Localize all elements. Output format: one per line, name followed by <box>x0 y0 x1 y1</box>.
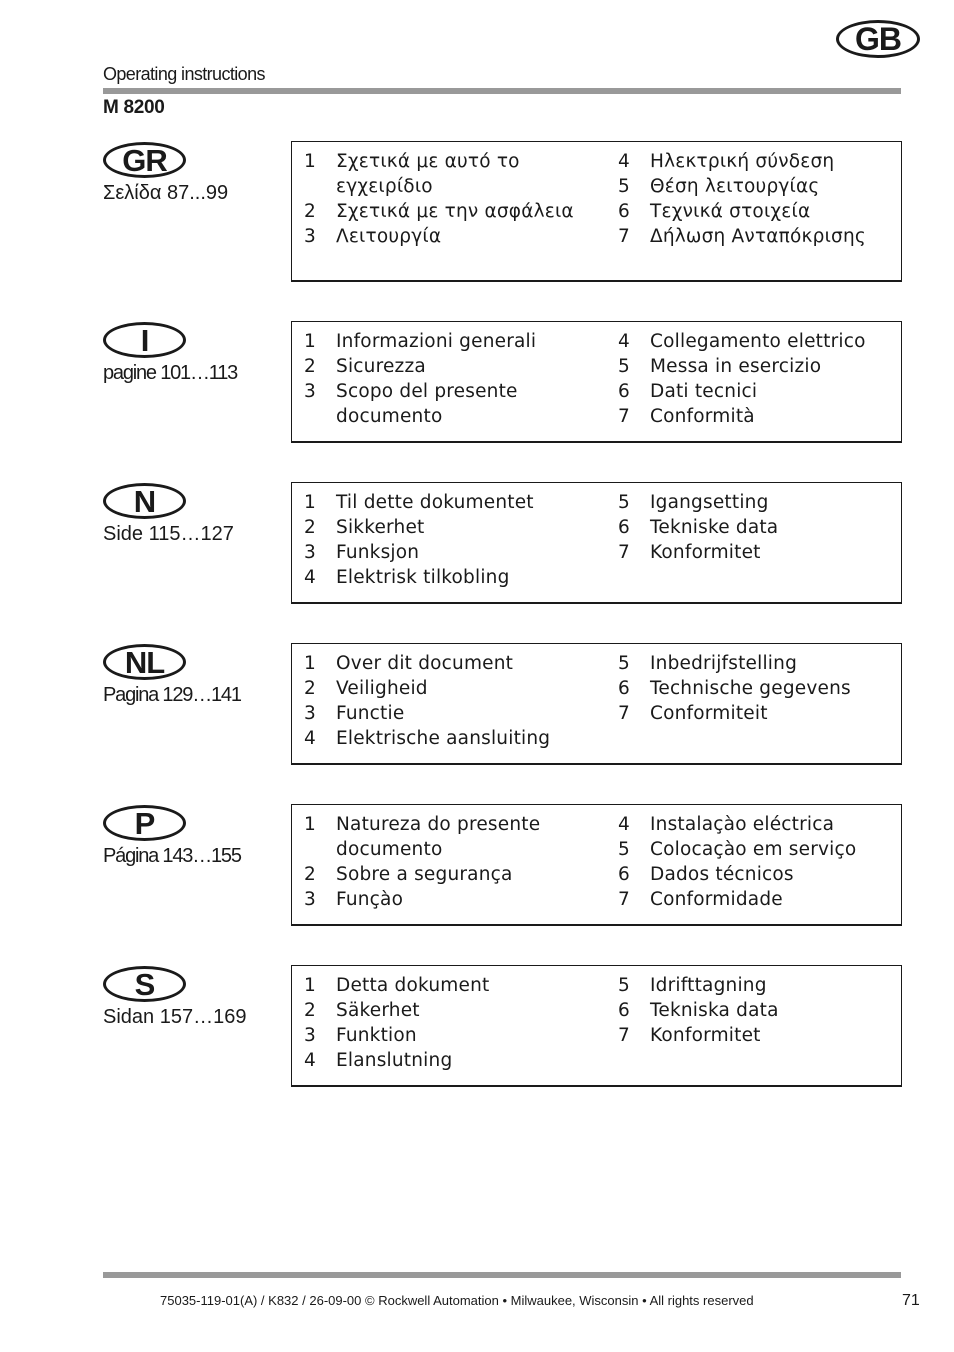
toc-box <box>291 965 902 1087</box>
toc-item: 7 Konformitet <box>618 1025 761 1046</box>
header-rule <box>103 88 901 94</box>
toc-column-right <box>618 329 898 429</box>
toc-column-left <box>304 490 604 590</box>
language-badge: N <box>103 483 186 519</box>
toc-item: 1 Informazioni generali <box>304 331 537 352</box>
toc-item: 6 Tekniske data <box>618 517 779 538</box>
toc-column-right <box>618 490 898 565</box>
toc-column-right <box>618 651 898 726</box>
toc-item: 6 Technische gegevens <box>618 678 851 699</box>
toc-column-left <box>304 651 604 751</box>
toc-item: 6 Dati tecnici <box>618 381 758 402</box>
footer-text: 75035-119-01(A) / K832 / 26-09-00 © Rockwell Automation • Milwaukee, Wisconsin • All rights reserved <box>160 1293 754 1308</box>
toc-item: 3 Functie <box>304 703 405 724</box>
toc-item: 4 Elektrische aansluiting <box>304 728 551 749</box>
toc-item: 4 Collegamento elettrico <box>618 331 866 352</box>
toc-item: 3 Funçào <box>304 889 404 910</box>
toc-item: 7 Konformitet <box>618 542 761 563</box>
toc-item: 7 Δήλωση Ανταπόκρισης <box>618 226 866 247</box>
toc-column-left <box>304 812 604 912</box>
toc-item: 1 Over dit document <box>304 653 514 674</box>
toc-item: 2 Sicurezza <box>304 356 426 377</box>
toc-item: 4 Elektrisk tilkobling <box>304 567 510 588</box>
page-range: Pagina 129…141 <box>103 684 241 706</box>
language-badge: GR <box>103 142 186 178</box>
toc-item: 1 Til dette dokumentet <box>304 492 534 513</box>
toc-item: 2 Veiligheid <box>304 678 428 699</box>
toc-item: 5 Igangsetting <box>618 492 769 513</box>
toc-box <box>291 482 902 604</box>
toc-item: 6 Tekniska data <box>618 1000 779 1021</box>
toc-item: 7 Conformità <box>618 406 755 427</box>
toc-item: 1 Natureza do presente documento <box>304 814 541 860</box>
toc-box <box>291 321 902 443</box>
toc-item: 4 Ηλεκτρική σύνδεση <box>618 151 835 172</box>
toc-item: 1 Σχετικά με αυτό το εγχειρίδιο <box>304 151 520 197</box>
toc-item: 3 Scopo del presente documento <box>304 381 518 427</box>
toc-item: 5 Colocaçào em serviço <box>618 839 857 860</box>
toc-column-right <box>618 973 898 1048</box>
toc-item: 2 Sobre a segurança <box>304 864 513 885</box>
toc-item: 6 Dados técnicos <box>618 864 794 885</box>
language-badge: P <box>103 805 186 841</box>
toc-item: 5 Idrifttagning <box>618 975 767 996</box>
toc-item: 3 Λειτουργία <box>304 226 442 247</box>
page-range: pagine 101…113 <box>103 362 238 384</box>
toc-item: 2 Σχετικά με την ασφάλεια <box>304 201 574 222</box>
toc-item: 4 Elanslutning <box>304 1050 453 1071</box>
toc-column-left <box>304 149 604 249</box>
toc-item: 5 Θέση λειτουργίας <box>618 176 820 197</box>
toc-column-right <box>618 812 898 912</box>
language-badge: I <box>103 322 186 358</box>
model-title: M 8200 <box>103 97 165 118</box>
page-number: 71 <box>902 1292 920 1309</box>
page-range: Σελίδα 87...99 <box>103 182 229 204</box>
language-badge: NL <box>103 644 186 680</box>
toc-column-left <box>304 329 604 429</box>
toc-item: 6 Τεχνικά στοιχεία <box>618 201 811 222</box>
toc-item: 3 Funktion <box>304 1025 417 1046</box>
toc-box <box>291 804 902 926</box>
toc-item: 5 Messa in esercizio <box>618 356 822 377</box>
toc-item: 5 Inbedrijfstelling <box>618 653 798 674</box>
toc-item: 3 Funksjon <box>304 542 420 563</box>
toc-item: 4 Instalaçào eléctrica <box>618 814 835 835</box>
language-badge: S <box>103 966 186 1002</box>
toc-item: 7 Conformidade <box>618 889 783 910</box>
toc-item: 1 Detta dokument <box>304 975 490 996</box>
toc-item: 2 Sikkerhet <box>304 517 425 538</box>
toc-item: 2 Säkerhet <box>304 1000 420 1021</box>
toc-box <box>291 643 902 765</box>
page-range: Sidan 157…169 <box>103 1006 247 1028</box>
document-type: Operating instructions <box>103 64 265 84</box>
toc-column-right <box>618 149 898 249</box>
page-range: Página 143…155 <box>103 845 241 867</box>
footer-rule <box>103 1272 901 1278</box>
toc-box <box>291 141 902 282</box>
language-badge-gb: GB <box>836 20 920 58</box>
toc-column-left <box>304 973 604 1073</box>
toc-item: 7 Conformiteit <box>618 703 768 724</box>
page-range: Side 115…127 <box>103 523 234 545</box>
